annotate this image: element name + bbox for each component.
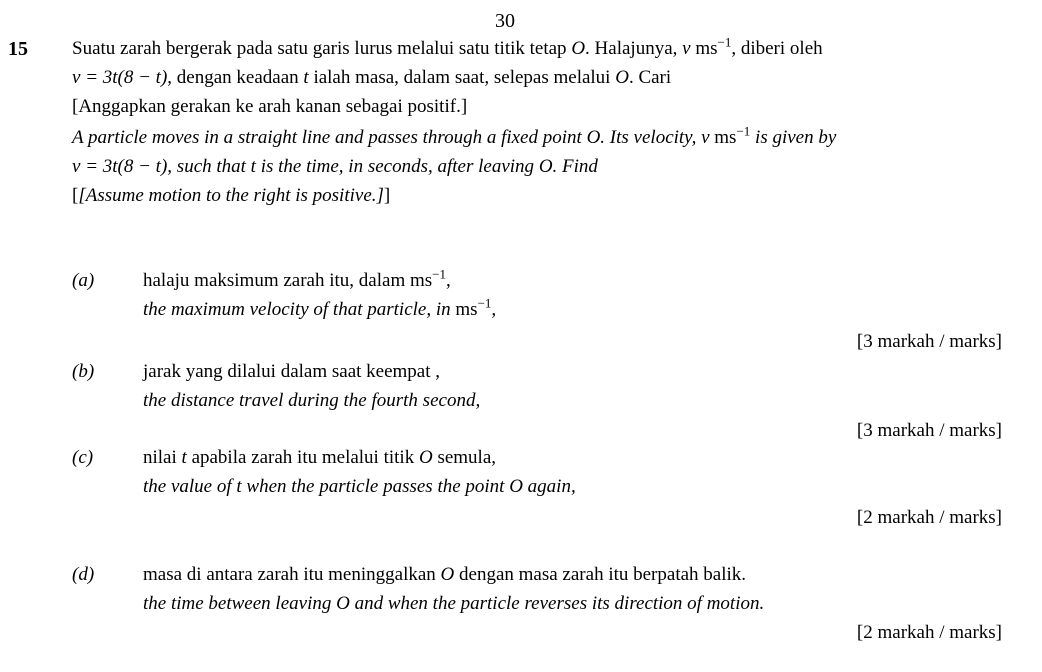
assumption-malay: [Anggapkan gerakan ke arah kanan sebagai positif.] (72, 96, 468, 117)
unit: ms (714, 127, 737, 148)
velocity-symbol: v (701, 127, 710, 148)
text-span: is given by (750, 127, 837, 148)
text-span: semula, (432, 447, 497, 468)
text-span: . Find (552, 156, 598, 177)
part-a-label: (a) (72, 270, 95, 291)
stem-malay-line-2 (72, 67, 671, 89)
unit-exponent: −1 (736, 123, 751, 139)
point-o: O (571, 38, 586, 59)
text-span: , such that t is the time, in seconds, after leaving (167, 156, 539, 177)
equation: = 3t(8 − t) (80, 67, 168, 88)
text-span: apabila zarah itu melalui titik (186, 447, 419, 468)
assumption-english: [[Assume motion to the right is positive.]] (72, 185, 391, 206)
equation-lhs: v (72, 156, 81, 177)
text-span: , (446, 270, 451, 291)
text-span: , (491, 299, 497, 320)
part-c-english: the value of t when the particle passes the point O again, (143, 476, 576, 497)
part-a-malay (143, 266, 451, 292)
text-span: . Halajunya, (585, 38, 683, 59)
stem-malay-line-1 (72, 34, 823, 60)
part-b-english: the distance travel during the fourth second, (143, 390, 481, 411)
unit: ms (409, 270, 433, 291)
text-span: , diberi oleh (731, 38, 823, 59)
text-span: A particle moves in a straight line and passes through a fixed point (72, 127, 587, 148)
text-span: . Its velocity, (600, 127, 702, 148)
point-o: O (418, 447, 433, 468)
time-symbol: t (181, 447, 187, 468)
part-a-marks: [3 markah / marks] (856, 331, 1002, 352)
stem-english-line-1 (72, 123, 837, 149)
point-o: O (538, 156, 553, 177)
part-c-label: (c) (72, 447, 94, 468)
point-o: O (586, 127, 601, 148)
part-d-english: the time between leaving O and when the particle reverses its direction of motion. (143, 593, 765, 614)
unit: ms (695, 38, 718, 59)
unit-exponent: −1 (717, 34, 732, 50)
part-b-marks: [3 markah / marks] (856, 420, 1002, 441)
part-b-malay: jarak yang dilalui dalam saat keempat , (143, 361, 441, 382)
equation: = 3t(8 − t) (80, 156, 168, 177)
equation-lhs: v (72, 67, 81, 88)
point-o: O (615, 67, 629, 88)
point-o: O (440, 564, 455, 585)
text-span: dengan masa zarah itu berpatah balik. (454, 564, 747, 585)
text-span: nilai (143, 447, 182, 468)
part-b-label: (b) (72, 361, 95, 382)
part-c-marks: [2 markah / marks] (856, 507, 1002, 528)
text-span: the maximum velocity of that particle, in (143, 299, 456, 320)
unit: ms (455, 299, 478, 320)
text-span: ialah masa, dalam saat, selepas melalui (308, 67, 616, 88)
text-span: . Cari (628, 67, 672, 88)
velocity-symbol: v (682, 38, 691, 59)
part-a-english (143, 295, 497, 321)
text-span: masa di antara zarah itu meninggalkan (143, 564, 441, 585)
page-number: 30 (495, 10, 515, 32)
time-symbol: t (303, 67, 309, 88)
unit-exponent: −1 (477, 295, 492, 311)
stem-english-line-2 (72, 156, 598, 178)
unit-exponent: −1 (432, 266, 447, 282)
text-span: Suatu zarah bergerak pada satu garis lurus melalui satu titik tetap (72, 38, 572, 59)
text-span: , dengan keadaan (167, 67, 304, 88)
part-d-label: (d) (72, 564, 95, 585)
question-number: 15 (8, 38, 28, 60)
part-c-malay (143, 447, 496, 469)
assumption-text: [Assume motion to the right is positive.] (78, 185, 384, 206)
part-d-marks: [2 markah / marks] (856, 622, 1002, 643)
part-d-malay (143, 564, 746, 586)
text-span: halaju maksimum zarah itu, dalam (143, 270, 410, 291)
